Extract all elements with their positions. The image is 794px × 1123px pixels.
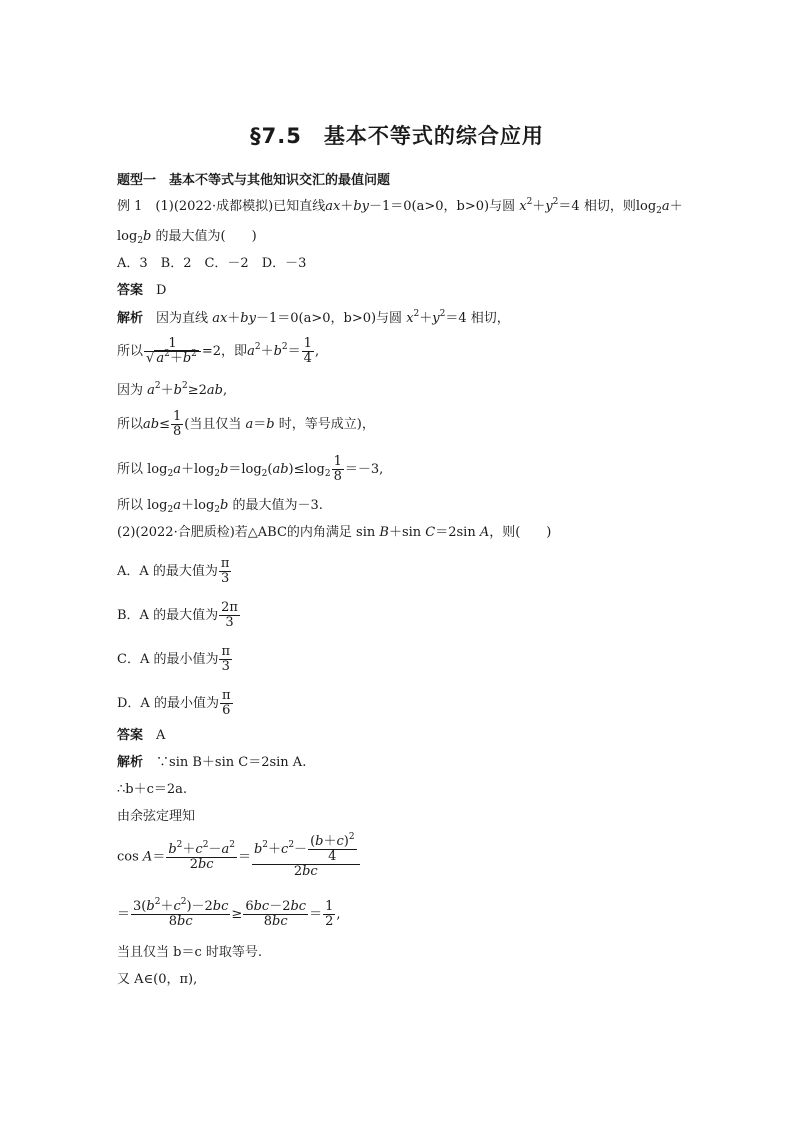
example2-analysis-4: 当且仅当 b＝c 时取等号. [117, 945, 262, 960]
example2-answer: 答案 A [117, 728, 166, 743]
example2-analysis-2: ∴b＋c＝2a. [117, 782, 188, 797]
example1-line1: 例 1 (1)(2022·成都模拟)已知直线ax＋by－1＝0(a>0，b>0)与圆 $x^2+y^2=4$ 相切，则$\log_2a+$ [117, 197, 683, 216]
page-title: §7.5 基本不等式的综合应用 [250, 124, 544, 148]
example2-option-b: B．A 的最大值为 $\frac{2\pi}{3}$ [117, 600, 238, 630]
example1-analysis-6: 所以 $\log_2a+\log_2b$ 的最大值为－3. [117, 498, 323, 515]
example1-analysis-5: 所以 $\log_2a+\log_2b=\log_2(ab)\le\log_2$ $\frac{1}{8}$ ＝－3, [117, 454, 384, 484]
example2-analysis-3: 由余弦定理知 [117, 809, 196, 824]
example2-cos-formula-2: ＝ $\frac{3(b^2+c^2)-2bc}{8bc}$ ≥ $\frac{6bc-2bc}{8bc}$ ＝ $\frac{1}{2}$ , [117, 897, 341, 929]
example1-analysis-2: 所以 $\frac{1}{√ a^2+b^2}$ =2，即$a^2+b^2=$ $\frac{1}{4}$ , [117, 336, 320, 366]
example2-option-a: A．A 的最大值为 $\frac{\pi}{3}$ [117, 556, 230, 586]
example2-analysis-1: 解析 ∵sin B＋sin C＝2sin A. [117, 755, 307, 770]
example1-analysis-3: 因为 $a^2+b^2\ge 2ab$, [117, 381, 228, 398]
example2-analysis-5: 又 A∈(0，π), [117, 972, 198, 987]
example1-analysis-1: 解析 因为直线 ax＋by－1＝0(a>0，b>0)与圆 $x^2+y^2=4$ 相切， [117, 309, 510, 326]
example1-line2: $\log_2b$ 的最大值为( ) [117, 229, 257, 246]
example1-analysis-4: 所以ab≤ $\frac{1}{8}$ (当且仅当 a＝b 时，等号成立)， [117, 409, 375, 439]
example1-answer: 答案 D [117, 283, 167, 298]
example2-stem: (2)(2022·合肥质检)若△ABC的内角满足 sin B＋sin C＝2sin A，则( ) [117, 525, 552, 540]
section-heading: 题型一 基本不等式与其他知识交汇的最值问题 [117, 173, 391, 188]
example2-option-c: C．A 的最小值为 $\frac{\pi}{3}$ [117, 644, 231, 674]
example2-option-d: D．A 的最小值为 $\frac{\pi}{6}$ [117, 688, 231, 718]
example2-cos-formula: cos A＝ $\frac{b^2+c^2-a^2}{2bc}$ ＝ $b^2+c^2-$ $\frac{(b+c)^2}{4}$ 2bc [117, 835, 361, 879]
example1-options: A．3 B．2 C．－2 D．－3 [117, 256, 307, 271]
